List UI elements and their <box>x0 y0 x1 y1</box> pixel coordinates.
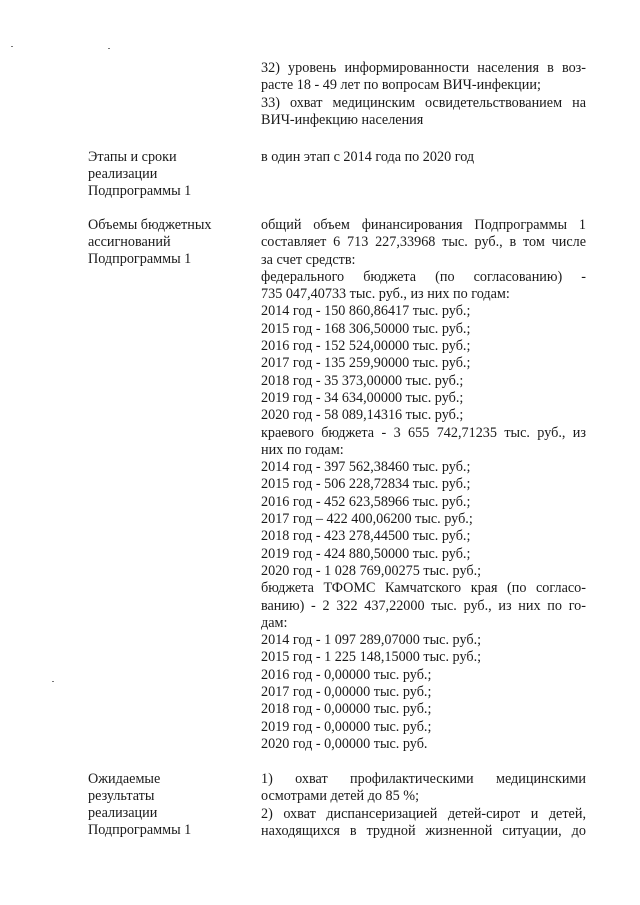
result-line: находящихся в трудной жизненной ситуации, до <box>261 822 586 839</box>
federal-year-line: 2015 год - 168 306,50000 тыс. руб.; <box>261 320 471 337</box>
indicator-line: ВИЧ-инфекцию населения <box>261 111 424 128</box>
regional-budget-line: них по годам: <box>261 441 344 458</box>
tfoms-year-line: 2020 год - 0,00000 тыс. руб. <box>261 735 428 752</box>
scan-speck <box>108 48 110 49</box>
stages-label: Этапы и сроки реализации Подпрограммы 1 <box>88 149 192 199</box>
regional-year-line: 2017 год – 422 400,06200 тыс. руб.; <box>261 511 473 528</box>
tfoms-year-line: 2016 год - 0,00000 тыс. руб.; <box>261 666 432 683</box>
budget-intro-line: общий объем финансирования Подпрограммы 1 <box>261 217 586 233</box>
regional-year-line: 2018 год - 423 278,44500 тыс. руб.; <box>261 528 471 545</box>
budget-intro-line: составляет 6 713 227,33968 тыс. руб., в том числе <box>261 234 586 251</box>
result-line: 1) охват профилактическими медицинскими <box>261 771 586 787</box>
indicators-continuation <box>261 60 586 129</box>
federal-year-line: 2020 год - 58 089,14316 тыс. руб.; <box>261 407 464 424</box>
results-value <box>261 771 586 840</box>
federal-year-line: 2017 год - 135 259,90000 тыс. руб.; <box>261 355 471 372</box>
federal-budget-line: федерального бюджета (по согласованию) - <box>261 268 586 285</box>
regional-year-line: 2014 год - 397 562,38460 тыс. руб.; <box>261 459 471 476</box>
indicator-line: 32) уровень информированности населения в воз- <box>261 60 586 76</box>
budget-value <box>261 217 586 753</box>
tfoms-year-line: 2018 год - 0,00000 тыс. руб.; <box>261 701 432 718</box>
federal-year-line: 2019 год - 34 634,00000 тыс. руб.; <box>261 389 464 406</box>
result-line: осмотрами детей до 85 %; <box>261 788 420 805</box>
federal-year-line: 2016 год - 152 524,00000 тыс. руб.; <box>261 338 471 355</box>
stages-value: в один этап с 2014 года по 2020 год <box>261 149 475 165</box>
budget-intro-line: за счет средств: <box>261 251 356 268</box>
regional-budget-line: краевого бюджета - 3 655 742,71235 тыс. руб., из <box>261 424 586 441</box>
indicator-line: расте 18 - 49 лет по вопросам ВИЧ-инфекции; <box>261 77 541 94</box>
federal-year-line: 2018 год - 35 373,00000 тыс. руб.; <box>261 372 464 389</box>
tfoms-budget-line: ванию) - 2 322 437,22000 тыс. руб., из них по го- <box>261 597 586 614</box>
tfoms-year-line: 2019 год - 0,00000 тыс. руб.; <box>261 718 432 735</box>
tfoms-year-line: 2017 год - 0,00000 тыс. руб.; <box>261 684 432 701</box>
regional-year-line: 2019 год - 424 880,50000 тыс. руб.; <box>261 545 471 562</box>
tfoms-year-line: 2014 год - 1 097 289,07000 тыс. руб.; <box>261 632 482 649</box>
federal-budget-line: 735 047,40733 тыс. руб., из них по годам: <box>261 286 510 303</box>
regional-year-line: 2016 год - 452 623,58966 тыс. руб.; <box>261 493 471 510</box>
budget-label: Объемы бюджетных ассигнований Подпрограммы 1 <box>88 217 212 267</box>
regional-year-line: 2015 год - 506 228,72834 тыс. руб.; <box>261 476 471 493</box>
result-line: 2) охват диспансеризацией детей-сирот и детей, <box>261 805 586 822</box>
tfoms-year-line: 2015 год - 1 225 148,15000 тыс. руб.; <box>261 649 482 666</box>
scan-speck <box>52 681 54 682</box>
tfoms-budget-line: бюджета ТФОМС Камчатского края (по согласо- <box>261 580 586 597</box>
indicator-line: 33) охват медицинским освидетельствованием на <box>261 94 586 111</box>
federal-year-line: 2014 год - 150 860,86417 тыс. руб.; <box>261 303 471 320</box>
regional-year-line: 2020 год - 1 028 769,00275 тыс. руб.; <box>261 562 482 579</box>
results-label: Ожидаемые результаты реализации Подпрограммы 1 <box>88 771 192 838</box>
scan-speck <box>11 46 13 47</box>
tfoms-budget-line: дам: <box>261 614 288 631</box>
